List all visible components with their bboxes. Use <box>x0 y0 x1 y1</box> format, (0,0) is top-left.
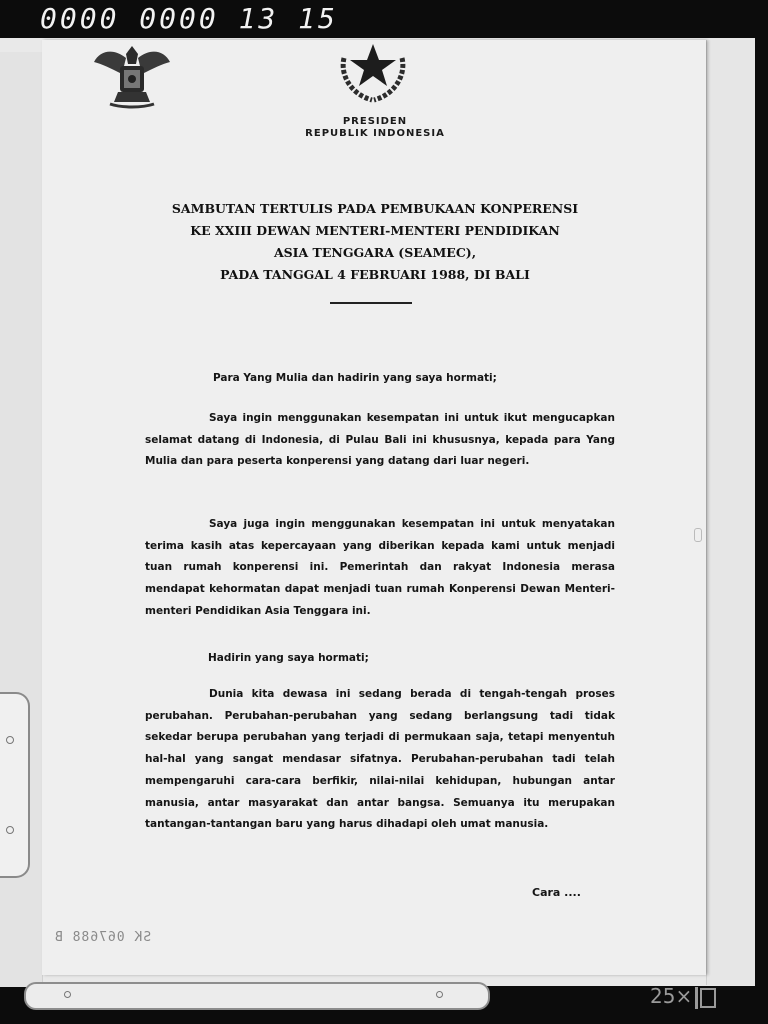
paragraph: Dunia kita dewasa ini sedang berada di tengah-tengah proses perubahan. Perubahan-perubahan yang sedang berlangsung tadi tidak sekedar berupa perubahan yang terjadi di permukaan saja, tetapi menyentuh hal-hal yang sangat mendasar sifatnya. Perubahan-perubahan tadi telah mempengaruhi cara-cara berfikir, nilai-nilai kehidupan, hubungan antar manusia, antar masyarakat dan antar bangsa. Semuanya itu merupakan tantangan-tantangan baru yang harus dihadapi oleh umat manusia. <box>145 688 615 831</box>
presidential-star-emblem-icon <box>332 38 414 104</box>
paragraph: Saya ingin menggunakan kesempatan ini untuk ikut mengucapkan selamat datang di Indonesia, di Pulau Bali ini khususnya, kepada para Yang Mulia dan para peserta konperensi yang datang dari luar negeri. <box>145 412 615 468</box>
binder-hole <box>436 991 443 998</box>
edge-notch <box>694 528 702 542</box>
film-box-icon <box>700 988 716 1008</box>
page-right-edge <box>706 40 755 985</box>
letterhead-line-republik: REPUBLIK INDONESIA <box>305 128 445 139</box>
salutation: Hadirin yang saya hormati; <box>208 652 369 664</box>
binder-hole <box>6 826 14 834</box>
page-continuation: Cara .... <box>532 886 581 899</box>
salutation: Para Yang Mulia dan hadirin yang saya hormati; <box>213 372 497 384</box>
reduction-mark <box>650 984 716 1009</box>
title-divider <box>330 302 412 304</box>
reduction-ratio: 25× <box>650 984 693 1008</box>
title-line: KE XXIII DEWAN MENTERI-MENTERI PENDIDIKAN <box>190 223 560 238</box>
film-bar-icon <box>695 987 698 1009</box>
title-line: PADA TANGGAL 4 FEBRUARI 1988, DI BALI <box>220 267 530 282</box>
paragraph: Saya juga ingin menggunakan kesempatan ini untuk menyatakan terima kasih atas kepercayaan yang diberikan kepada kami untuk menjadi tuan rumah konperensi ini. Pemerintah dan rakyat Indonesia merasa mendapat kehormatan dapat menjadi tuan rumah Konperensi Dewan Menteri-menteri Pendidikan Asia Tenggara ini. <box>145 518 615 617</box>
garuda-emblem-icon <box>92 40 172 110</box>
document-title <box>140 198 610 286</box>
frame-counter: 0000 0000 13 15 <box>40 2 338 35</box>
title-line: SAMBUTAN TERTULIS PADA PEMBUKAAN KONPERENSI <box>171 201 579 216</box>
binder-tab <box>0 692 30 878</box>
letterhead-line-presiden: PRESIDEN <box>342 116 408 127</box>
binder-hole <box>6 736 14 744</box>
archive-code: SK 067688 B <box>54 930 152 945</box>
binder-hole <box>64 991 71 998</box>
bottom-binder-bar <box>24 982 490 1010</box>
title-line: ASIA TENGGARA (SEAMEC), <box>273 245 477 260</box>
